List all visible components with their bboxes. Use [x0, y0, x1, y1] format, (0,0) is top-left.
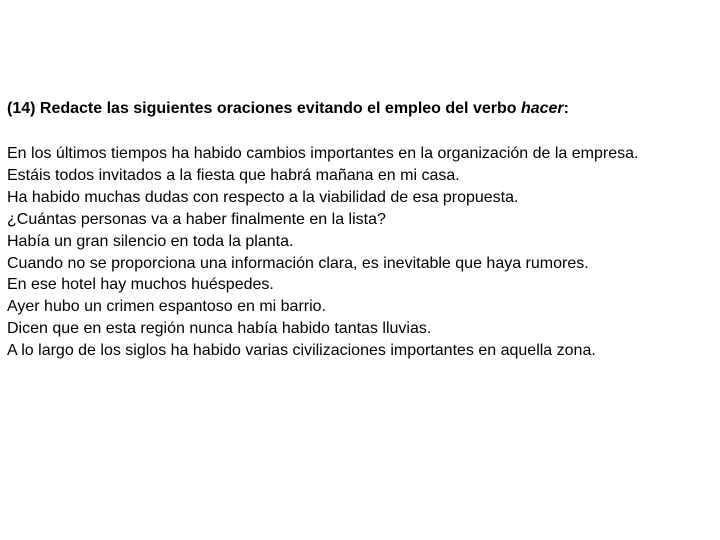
heading-suffix: :: [563, 100, 569, 117]
heading-prefix: (14) Redacte las siguientes oraciones evitando el empleo del verbo: [7, 100, 521, 117]
sentence-item: A lo largo de los siglos ha habido varias civilizaciones importantes en aquella zona.: [7, 342, 596, 360]
sentence-item: En los últimos tiempos ha habido cambios importantes en la organización de la empresa.: [7, 145, 639, 162]
sentence-item: Había un gran silencio en toda la planta.: [7, 232, 294, 250]
heading-verb: hacer: [520, 100, 564, 117]
sentence-item: Dicen que en esta región nunca había habido tantas lluvias.: [7, 320, 432, 338]
sentence-list: [7, 143, 638, 362]
sentence-item: En ese hotel hay muchos huéspedes.: [7, 276, 274, 294]
sentence-item: Ha habido muchas dudas con respecto a la viabilidad de esa propuesta.: [7, 188, 519, 206]
sentence-item: ¿Cuántas personas va a haber finalmente en la lista?: [7, 210, 386, 228]
sentence-item: Ayer hubo un crimen espantoso en mi barrio.: [7, 298, 326, 316]
sentence-item: Cuando no se proporciona una información clara, es inevitable que haya rumores.: [7, 254, 589, 272]
sentence-item: Estáis todos invitados a la fiesta que habrá mañana en mi casa.: [7, 166, 460, 184]
exercise-heading: [7, 99, 569, 119]
